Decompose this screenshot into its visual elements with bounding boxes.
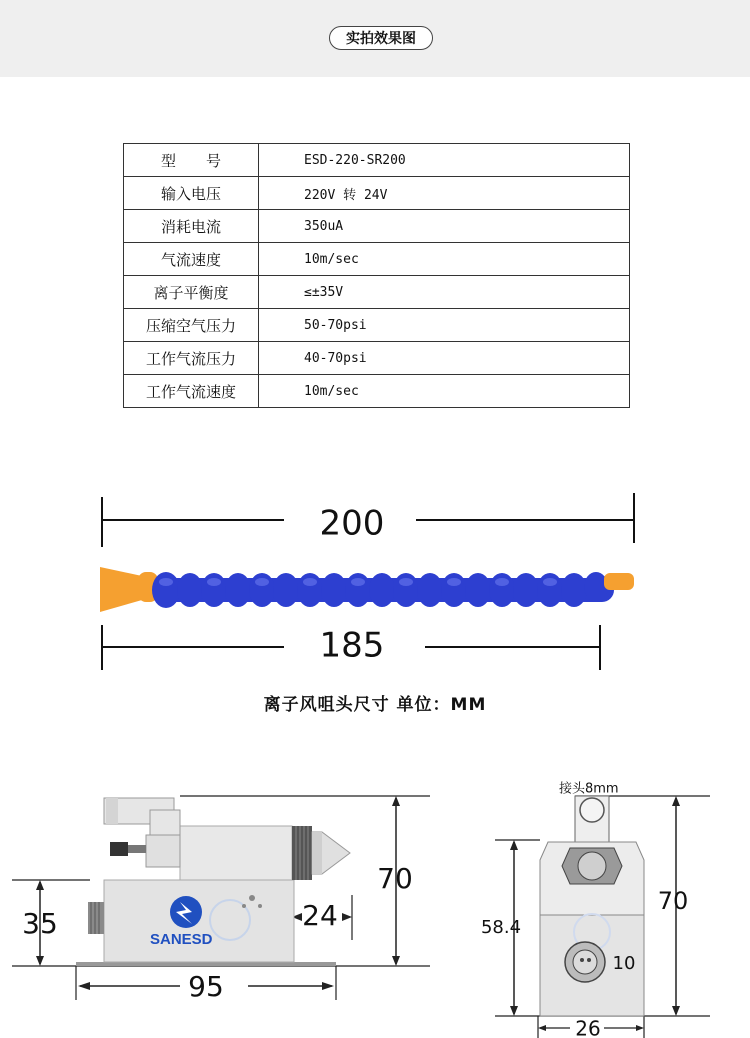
spec-value: 50-70psi (259, 309, 630, 342)
dim-label-24: 24 (302, 899, 338, 932)
spec-label: 压缩空气压力 (124, 309, 259, 342)
spec-label: 工作气流速度 (124, 375, 259, 408)
spec-value: 220V 转 24V (259, 177, 630, 210)
dim-label-200: 200 (319, 503, 385, 544)
spec-label: 离子平衡度 (124, 276, 259, 309)
dim-label-95: 95 (188, 970, 224, 1003)
nozzle-caption: 离子风咀头尺寸 单位：MM (263, 695, 487, 715)
spec-value: 10m/sec (259, 375, 630, 408)
spec-value: ≤±35V (259, 276, 630, 309)
dim-label-58-4: 58.4 (480, 917, 522, 938)
brand-logo: SANESD (150, 931, 213, 948)
dim-label-35: 35 (22, 907, 58, 940)
spec-label: 消耗电流 (124, 210, 259, 243)
spec-value: 40-70psi (259, 342, 630, 375)
dim-label-185: 185 (319, 625, 385, 666)
front-view-drawing (495, 796, 710, 1038)
spec-value: 10m/sec (259, 243, 630, 276)
dim-label-70-side: 70 (377, 862, 413, 895)
spec-label: 输入电压 (124, 177, 259, 210)
hose-nozzle (100, 567, 634, 612)
fitting-label: 接头8mm (559, 781, 619, 797)
dim-label-26: 26 (575, 1016, 601, 1038)
spec-label: 型 号 (124, 144, 259, 177)
dim-label-70-front: 70 (657, 887, 689, 915)
spec-value: ESD-220-SR200 (259, 144, 630, 177)
spec-value: 350uA (259, 210, 630, 243)
dim-label-10: 10 (612, 953, 636, 974)
spec-label: 工作气流压力 (124, 342, 259, 375)
page-title: 实拍效果图 (329, 26, 433, 50)
spec-label: 气流速度 (124, 243, 259, 276)
